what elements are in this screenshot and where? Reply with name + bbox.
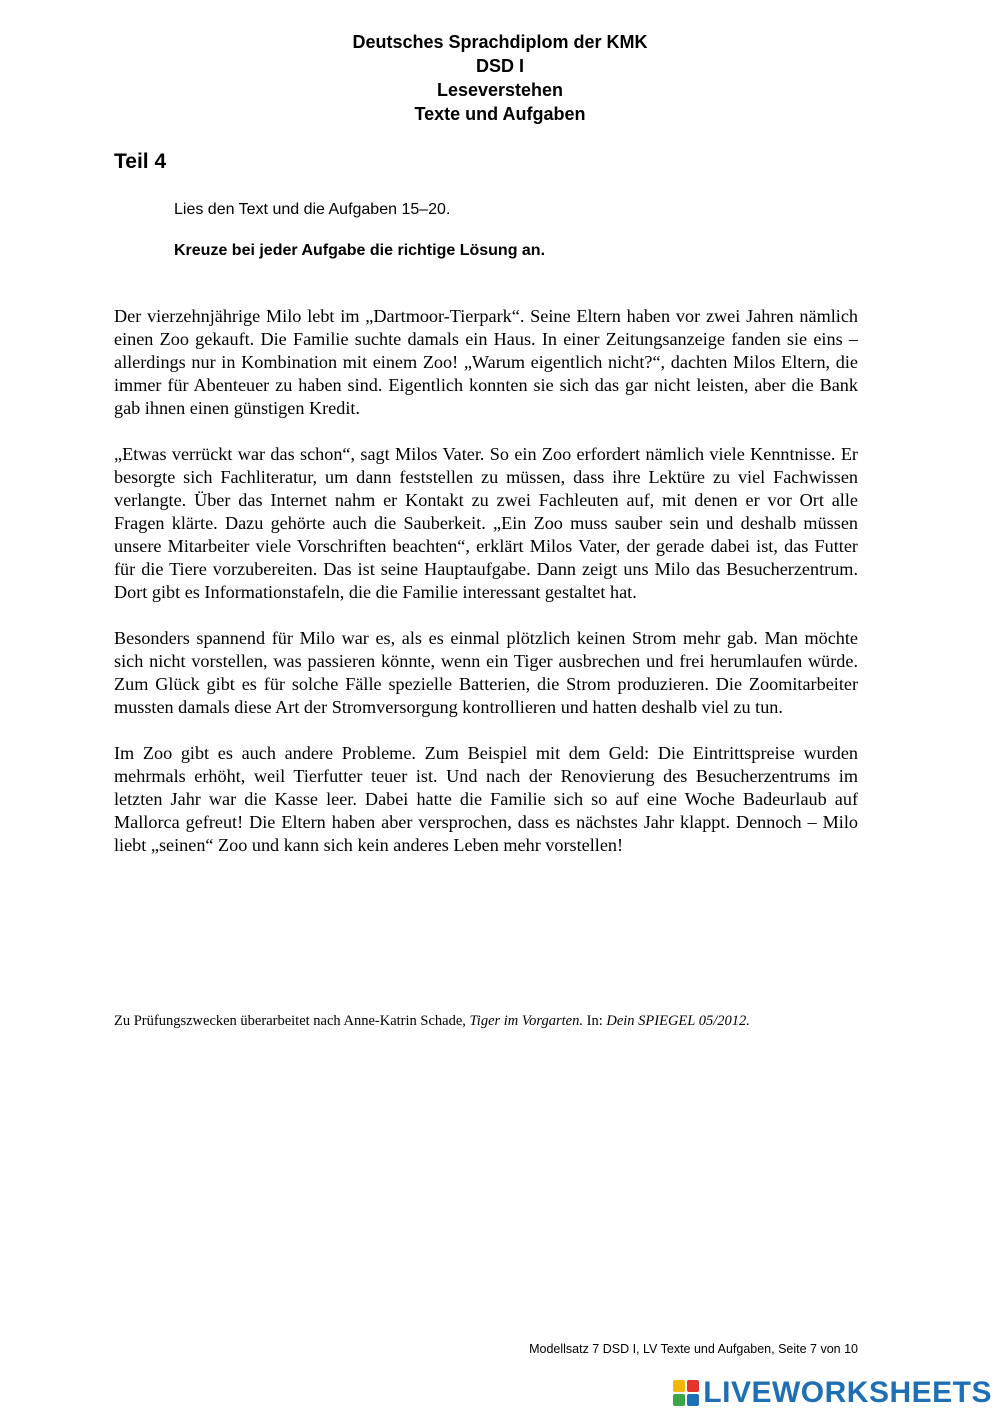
paragraph: Im Zoo gibt es auch andere Probleme. Zum Beispiel mit dem Geld: Die Eintrittspreise wurden mehrmals erhöht, weil Tierfutter teuer ist. Und nach der Renovierung des Besucherzentrums im letzten Jahr war die Kasse leer. Dabei hatte die Familie sich so auf eine Woche Badeurlaub auf Mallorca gefreut! Die Eltern haben aber versprochen, dass es nächstes Jahr klappt. Dennoch – Milo liebt „seinen“ Zoo und kann sich kein anderes Leben mehr vorstellen! xyxy=(114,743,858,855)
citation-prefix: Zu Prüfungszwecken überarbeitet nach Anne-Katrin Schade, xyxy=(114,1013,466,1029)
citation-title: Tiger im Vorgarten. xyxy=(469,1013,583,1029)
part-title: Teil 4 xyxy=(114,150,167,173)
logo-square xyxy=(687,1394,699,1406)
document-header xyxy=(0,30,1000,126)
logo-square xyxy=(673,1380,685,1392)
header-level: DSD I xyxy=(475,56,524,76)
logo-square xyxy=(673,1394,685,1406)
page-footer: Modellsatz 7 DSD I, LV Texte und Aufgaben, Seite 7 von 10 xyxy=(529,1342,858,1356)
liveworksheets-logo[interactable] xyxy=(673,1376,992,1410)
paragraph: „Etwas verrückt war das schon“, sagt Milos Vater. So ein Zoo erfordert nämlich viele Kenntnisse. Er besorgte sich Fachliteratur, um dann feststellen zu müssen, dass ihre Lektüre zu viel Fachwissen verlangte. Über das Internet nahm er Kontakt zu zwei Fachleuten auf, mit denen er vor Ort alle Fragen klärte. Dazu gehörte auch die Sauberkeit. „Ein Zoo muss sauber sein und deshalb müssen unsere Mitarbeiter viele Vorschriften beachten“, erklärt Milos Vater, der gerade dabei ist, das Futter für die Tiere vorzubereiten. Das ist seine Hauptaufgabe. Dann zeigt uns Milo das Besucherzentrum. Dort gibt es Informationstafeln, die die Familie interessant gestaltet hat. xyxy=(114,444,858,602)
paragraph: Der vierzehnjährige Milo lebt im „Dartmoor-Tierpark“. Seine Eltern haben vor zwei Jahren nämlich einen Zoo gekauft. Die Familie suchte damals ein Haus. In einer Zeitungsanzeige fanden sie eins – allerdings nur in Kombination mit einem Zoo! „Warum eigentlich nicht?“, dachten Milos Eltern, die immer für Abenteuer zu haben sind. Eigentlich konnten sie sich das gar nicht leisten, aber die Bank gab ihnen einen günstigen Kredit. xyxy=(114,306,858,418)
instruction-read: Lies den Text und die Aufgaben 15–20. xyxy=(174,201,451,218)
reading-text xyxy=(114,305,858,880)
header-title: Deutsches Sprachdiplom der KMK xyxy=(352,32,648,52)
logo-grid-icon xyxy=(673,1380,699,1406)
header-subtitle: Texte und Aufgaben xyxy=(414,104,586,124)
instruction-mark: Kreuze bei jeder Aufgabe die richtige Lösung an. xyxy=(174,242,546,259)
source-citation xyxy=(114,1013,750,1030)
header-section: Leseverstehen xyxy=(436,80,564,100)
citation-in: In: xyxy=(586,1013,603,1029)
citation-source: Dein SPIEGEL 05/2012. xyxy=(606,1013,750,1029)
logo-text: LIVEWORKSHEETS xyxy=(703,1376,992,1409)
paragraph: Besonders spannend für Milo war es, als es einmal plötzlich keinen Strom mehr gab. Man möchte sich nicht vorstellen, was passieren könnte, wenn ein Tiger ausbrechen und frei herumlaufen würde. Zum Glück gibt es für solche Fälle spezielle Batterien, die Strom produzieren. Die Zoomitarbeiter mussten damals diese Art der Stromversorgung kontrollieren und hatten deshalb viel zu tun. xyxy=(114,628,858,717)
logo-square xyxy=(687,1380,699,1392)
